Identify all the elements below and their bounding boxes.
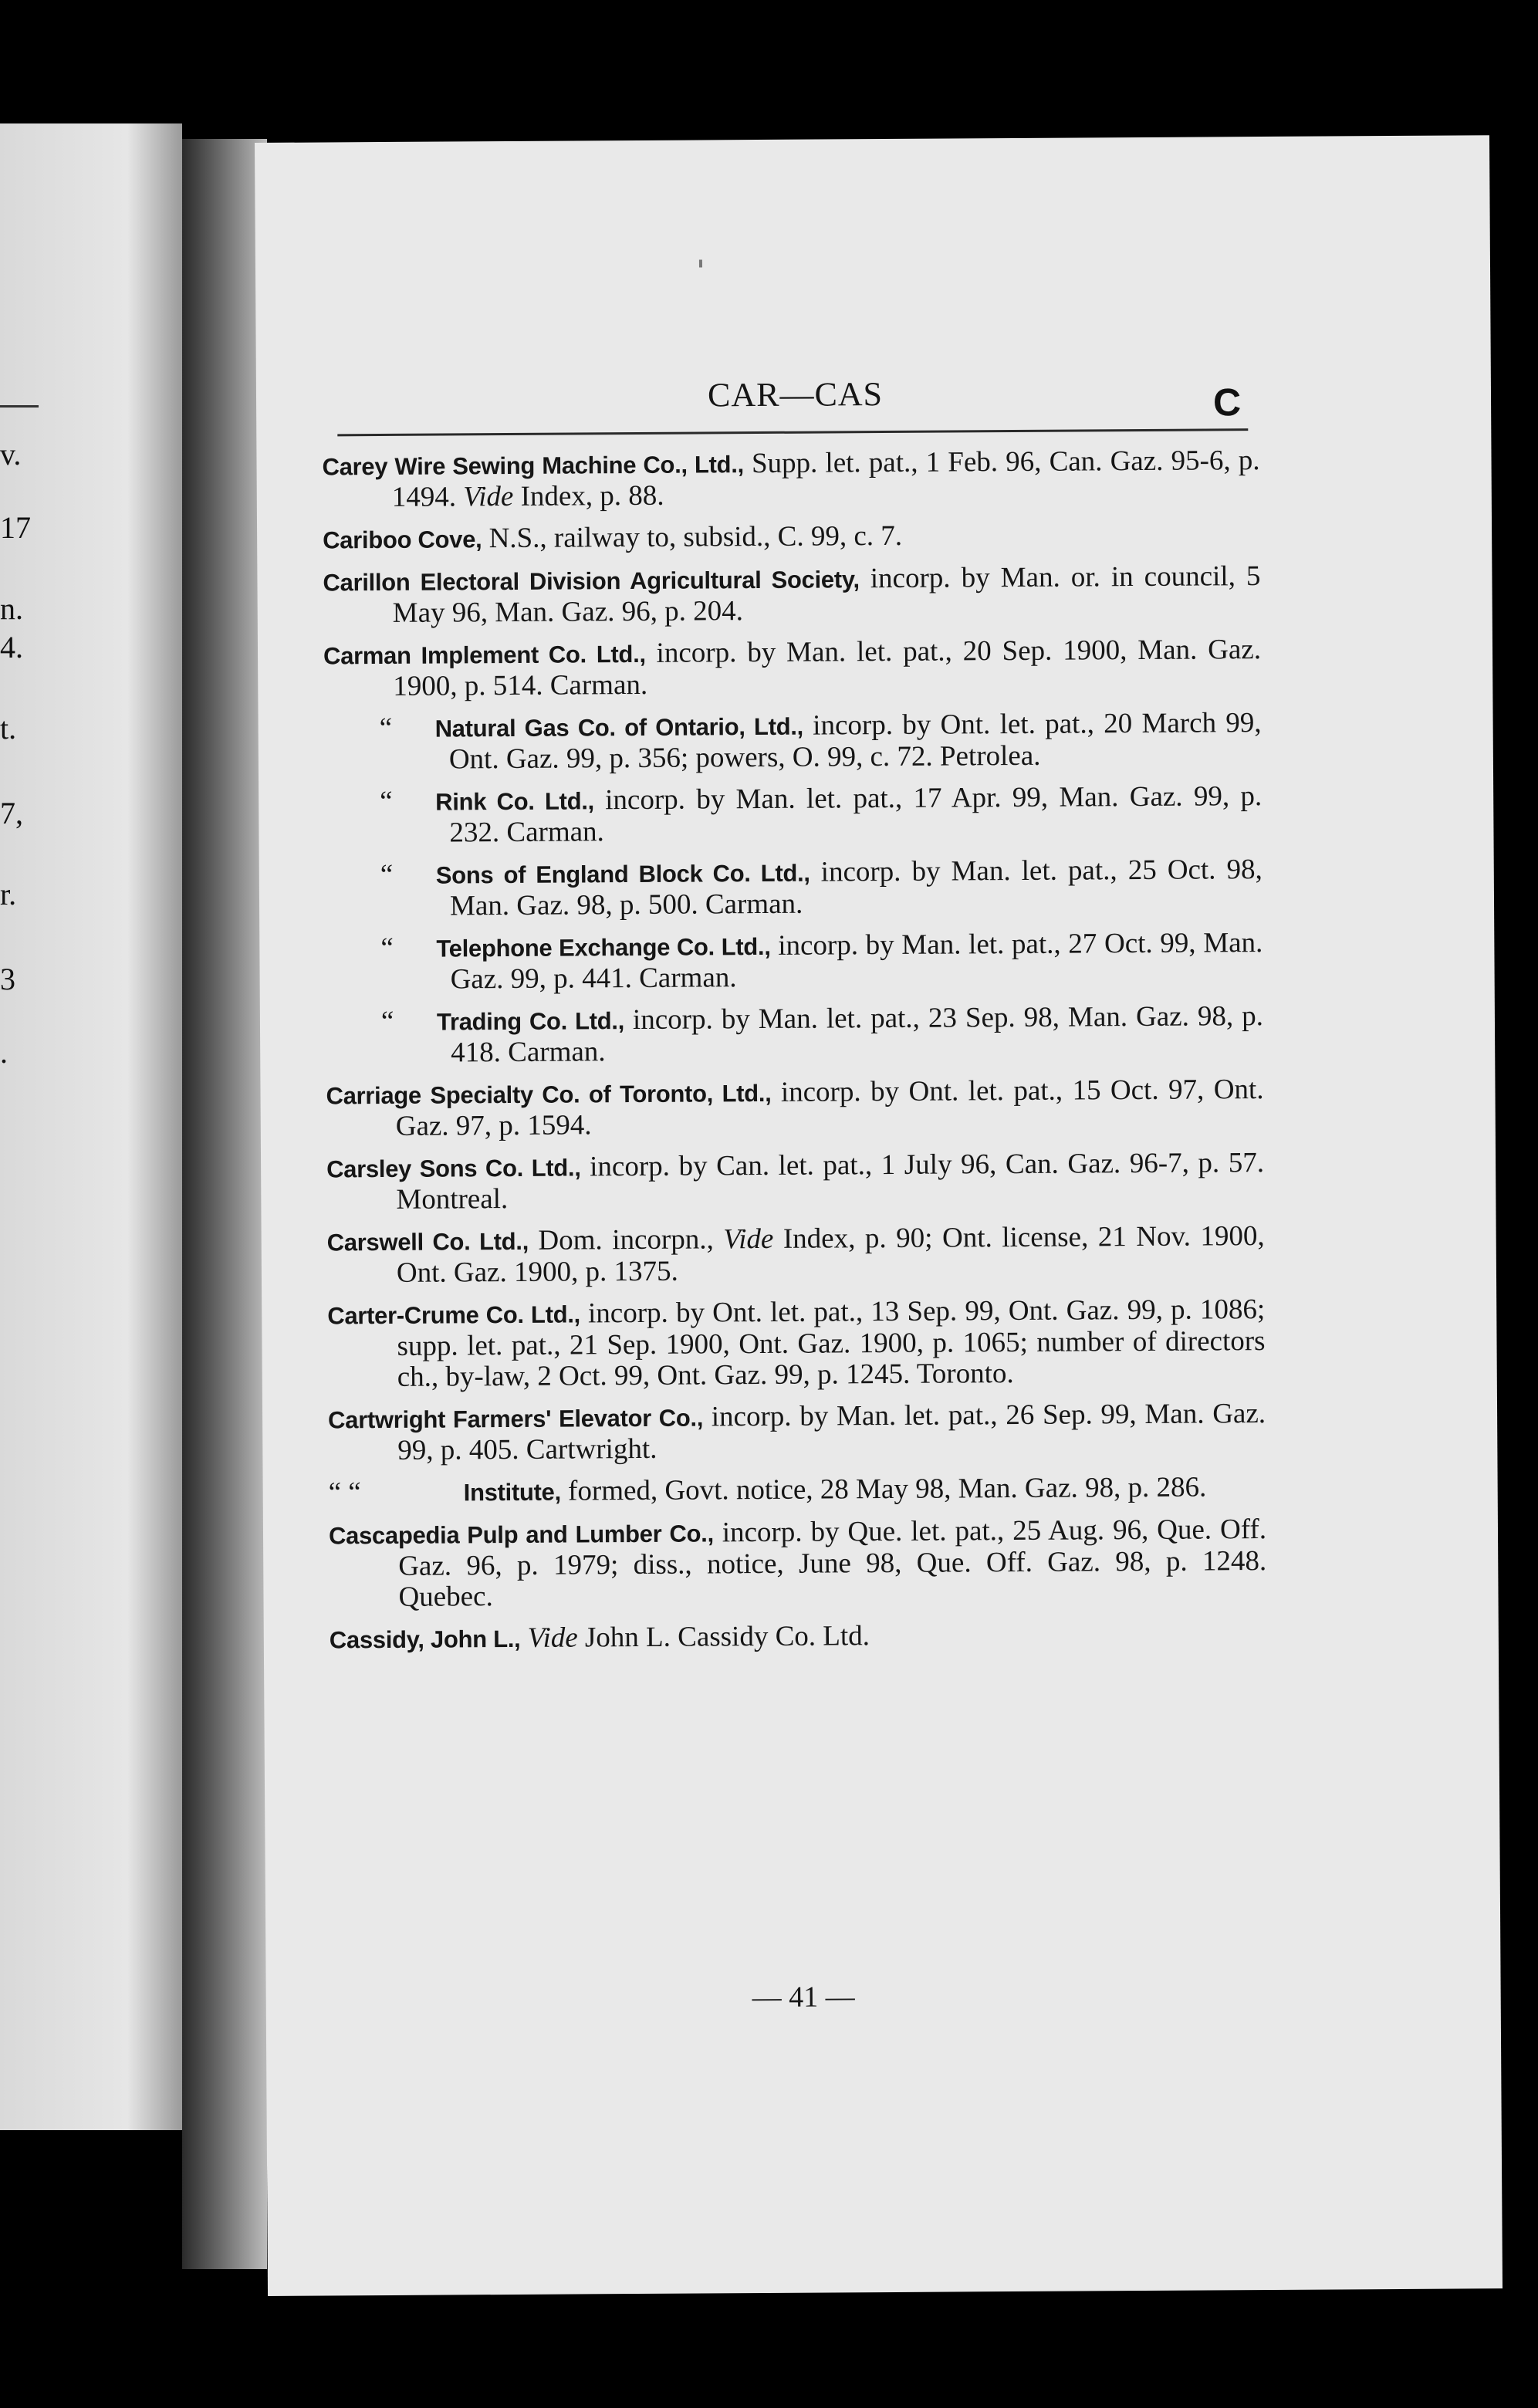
ditto-mark: “ xyxy=(380,785,393,818)
entry-text: incorp. by Ont. let. pat., 20 March 99, Ont. Gaz. 99, p. 356; powers, O. 99, c. 72. Petrolea. xyxy=(448,707,1262,776)
entry-text: incorp. by Ont. let. pat., 15 Oct. 97, Ont. Gaz. 97, p. 1594. xyxy=(395,1074,1264,1142)
left-page-fragment: n. xyxy=(0,591,23,626)
index-entry xyxy=(324,708,1262,776)
ditto-mark: “ xyxy=(380,932,394,965)
entry-name: Carter-Crume Co. Ltd., xyxy=(327,1300,581,1330)
left-page-fragment: 3 xyxy=(0,962,15,996)
index-entry xyxy=(323,519,1260,556)
entry-name: Trading Co. Ltd., xyxy=(436,1007,625,1036)
ditto-mark: “ xyxy=(380,1005,394,1038)
index-entry xyxy=(330,1618,1267,1656)
entry-name: Telephone Exchange Co. Ltd., xyxy=(436,932,771,962)
entry-name: Cascapedia Pulp and Lumber Co., xyxy=(328,1520,714,1550)
entry-italic: Vide xyxy=(723,1223,774,1256)
entry-name: Carriage Specialty Co. of Toronto, Ltd., xyxy=(326,1079,772,1110)
entry-text: incorp. by Man. let. pat., 26 Sep. 99, Man. Gaz. 99, p. 405. Cartwright. xyxy=(397,1398,1266,1466)
left-page-fragment: t. xyxy=(0,711,17,746)
left-page-fragment: 7, xyxy=(0,796,23,830)
entry-text: formed, Govt. notice, 28 May 98, Man. Gaz. 98, p. 286. xyxy=(560,1471,1207,1507)
left-page-fragment: . xyxy=(0,1035,8,1070)
index-entry xyxy=(325,854,1263,922)
entry-text: incorp. by Man. let. pat., 23 Sep. 98, Man. Gaz. 98, p. 418. Carman. xyxy=(451,1000,1264,1069)
index-entry xyxy=(323,634,1261,702)
header-rule xyxy=(337,428,1248,436)
entry-text: incorp. by Can. let. pat., 1 July 96, Can. Gaz. 96-7, p. 57. Montreal. xyxy=(396,1147,1265,1216)
left-page-rule xyxy=(0,405,39,408)
entry-name: Cassidy, John L., xyxy=(329,1625,521,1654)
section-letter: C xyxy=(1212,380,1242,424)
book-page xyxy=(255,135,1503,2296)
entry-text: N.S., railway to, subsid., C. 99, c. 7. xyxy=(482,519,903,555)
entry-name: Carswell Co. Ltd., xyxy=(326,1227,529,1256)
entry-name: Carillon Electoral Division Agricultural Society, xyxy=(323,566,860,597)
entry-text-cont: John L. Cassidy Co. Ltd. xyxy=(577,1620,870,1654)
entry-text: incorp. by Que. let. pat., 25 Aug. 96, Que. Off. Gaz. 96, p. 1979; diss., notice, June 98, Que. Off. Gaz. 98, p. 1248. Quebec. xyxy=(398,1513,1267,1613)
index-entry xyxy=(325,928,1263,996)
left-page-fragment: v. xyxy=(0,437,22,472)
entry-italic: Vide xyxy=(527,1622,578,1654)
index-entry xyxy=(326,1148,1264,1216)
left-page-fragment: 4. xyxy=(0,630,23,665)
book-spine-shadow xyxy=(182,139,267,2269)
index-entry xyxy=(323,561,1260,629)
entry-name: Cartwright Farmers' Elevator Co., xyxy=(328,1404,704,1434)
entry-name: Carsley Sons Co. Ltd., xyxy=(326,1154,581,1183)
entry-name: Sons of England Block Co. Ltd., xyxy=(435,859,810,889)
index-entries xyxy=(322,445,1267,1666)
page-number: — 41 — xyxy=(752,1980,855,2014)
entry-name: Natural Gas Co. of Ontario, Ltd., xyxy=(434,712,804,742)
entry-text: incorp. by Man. or. in council, 5 May 96, Man. Gaz. 96, p. 204. xyxy=(392,560,1261,629)
entry-text: incorp. by Man. let. pat., 27 Oct. 99, Man. Gaz. 99, p. 441. Carman. xyxy=(450,927,1263,996)
entry-name: Carman Implement Co. Ltd., xyxy=(323,640,646,670)
left-page-fragment: r. xyxy=(0,877,17,911)
entry-text: Dom. incorpn., xyxy=(528,1223,724,1256)
entry-text: incorp. by Man. let. pat., 25 Oct. 98, Man. Gaz. 98, p. 500. Carman. xyxy=(449,854,1263,922)
index-entry xyxy=(329,1514,1267,1613)
left-page-fragment: 17 xyxy=(0,510,31,545)
index-entry xyxy=(326,1001,1263,1069)
entry-text: incorp. by Man. let. pat., 20 Sep. 1900, Man. Gaz. 1900, p. 514. Carman. xyxy=(393,634,1262,702)
index-entry xyxy=(327,1294,1266,1393)
index-entry xyxy=(327,1221,1265,1289)
running-header: CAR—CAS xyxy=(707,375,884,414)
index-entry xyxy=(322,445,1259,513)
ditto-mark: “ xyxy=(379,712,393,745)
left-facing-page xyxy=(0,123,182,2130)
entry-text xyxy=(520,1622,528,1654)
page-speck xyxy=(699,259,702,267)
entry-name: Institute, xyxy=(463,1478,561,1507)
entry-text: incorp. by Ont. let. pat., 13 Sep. 99, Ont. Gaz. 99, p. 1086; supp. let. pat., 21 Sep. 1900, Ont. Gaz. 1900, p. 1065; number of directors ch., by-law, 2 Oct. 99, Ont. Gaz. 99, p. 1245. Toronto. xyxy=(397,1294,1266,1393)
index-entry xyxy=(328,1398,1266,1466)
index-entry xyxy=(326,1074,1263,1142)
entry-text: incorp. by Man. let. pat., 17 Apr. 99, Man. Gaz. 99, p. 232. Carman. xyxy=(449,780,1263,849)
entry-text: Supp. let. pat., 1 Feb. 96, Can. Gaz. 95-6, p. 1494. xyxy=(391,445,1260,513)
entry-text-cont: Index, p. 90; Ont. license, 21 Nov. 1900, Ont. Gaz. 1900, p. 1375. xyxy=(396,1220,1265,1289)
entry-italic: Vide xyxy=(463,480,514,513)
index-entry xyxy=(324,781,1262,849)
entry-name: Cariboo Cove, xyxy=(323,526,482,554)
entry-text-cont: Index, p. 88. xyxy=(513,479,664,512)
entry-name: Rink Co. Ltd., xyxy=(435,787,595,816)
ditto-mark: “ “ xyxy=(328,1476,361,1509)
ditto-mark: “ xyxy=(380,858,394,891)
index-entry xyxy=(329,1472,1266,1509)
entry-name: Carey Wire Sewing Machine Co., Ltd., xyxy=(322,451,744,481)
